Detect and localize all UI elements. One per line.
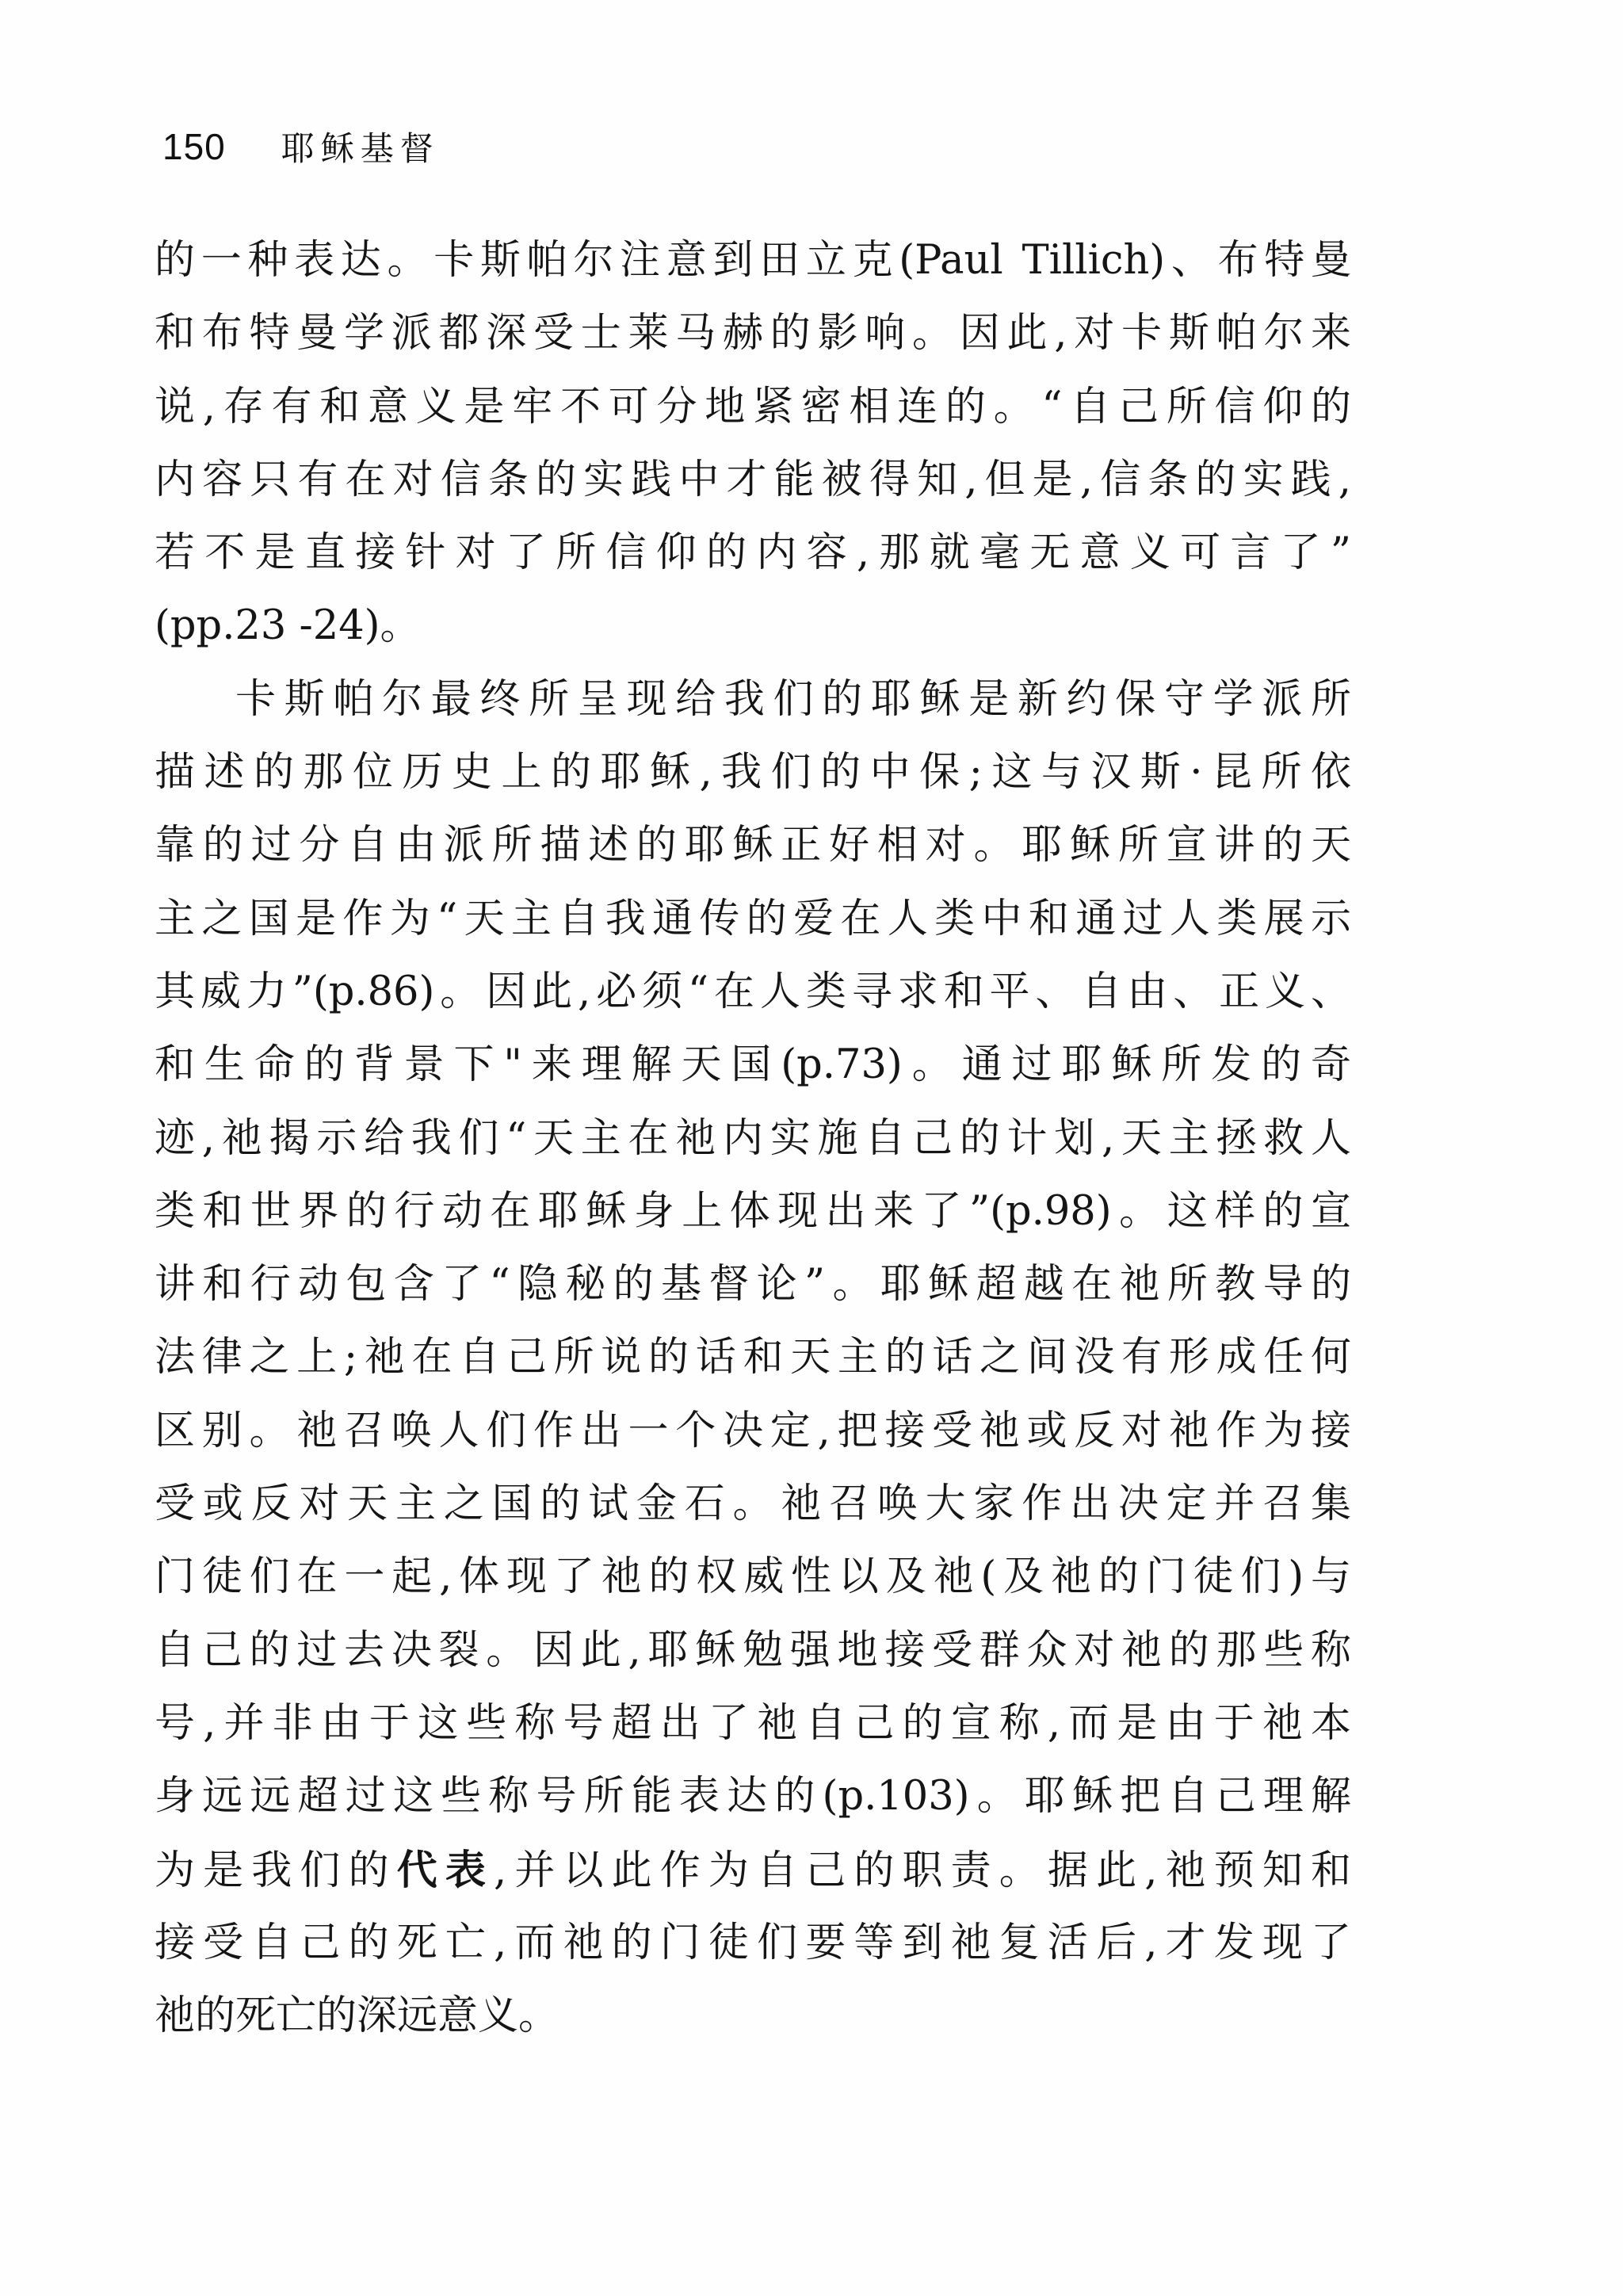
text-line: 号,并非由于这些称号超出了祂自己的宣称,而是由于祂本 — [155, 1699, 1351, 1747]
text-line: 自己的过去决裂。因此,耶稣勉强地接受群众对祂的那些称 — [155, 1626, 1351, 1674]
text-line: 接受自己的死亡,而祂的门徒们要等到祂复活后,才发现了 — [155, 1919, 1351, 1966]
text-line-with-bold — [155, 1834, 1351, 1907]
book-title: 耶稣基督 — [281, 129, 440, 168]
text-line: 和生命的背景下"来理解天国(p.73)。通过耶稣所发的奇 — [155, 1041, 1351, 1089]
text-line: 说,存有和意义是牢不可分地紧密相连的。“自己所信仰的 — [155, 383, 1351, 430]
text-line: 祂的死亡的深远意义。 — [155, 1992, 559, 2040]
text-run: 为是我们的 — [155, 1847, 397, 1894]
text-line: 类和世界的行动在耶稣身上体现出来了”(p.98)。这样的宣 — [155, 1187, 1351, 1235]
paragraph-2 — [155, 663, 1351, 2053]
text-line: 主之国是作为“天主自我通传的爱在人类中和通过人类展示 — [155, 895, 1351, 942]
page-number: 150 — [162, 126, 226, 167]
text-line: 门徒们在一起,体现了祂的权威性以及祂(及祂的门徒们)与 — [155, 1553, 1351, 1601]
text-run: ,并以此作为自己的职责。据此,祂预知和 — [494, 1847, 1351, 1894]
text-line: 迹,祂揭示给我们“天主在祂内实施自己的计划,天主拯救人 — [155, 1114, 1351, 1162]
running-header — [162, 119, 440, 174]
text-line: 身远远超过这些称号所能表达的(p.103)。耶稣把自己理解 — [155, 1773, 1351, 1820]
text-line: 受或反对天主之国的试金石。祂召唤大家作出决定并召集 — [155, 1480, 1351, 1528]
text-line: 讲和行动包含了“隐秘的基督论”。耶稣超越在祂所教导的 — [155, 1261, 1351, 1308]
text-line: 其威力”(p.86)。因此,必须“在人类寻求和平、自由、正义、 — [155, 968, 1351, 1015]
text-line: 的一种表达。卡斯帕尔注意到田立克(Paul Tillich)、布特曼 — [155, 237, 1351, 284]
text-line: 区别。祂召唤人们作出一个决定,把接受祂或反对祂作为接 — [155, 1407, 1351, 1454]
bold-term: 代表 — [396, 1846, 495, 1894]
body-text — [155, 224, 1351, 2053]
paragraph-1 — [155, 224, 1351, 663]
text-line: (pp.23 -24)。 — [155, 602, 421, 650]
text-line: 卡斯帕尔最终所呈现给我们的耶稣是新约保守学派所 — [235, 675, 1351, 723]
text-line: 法律之上;祂在自己所说的话和天主的话之间没有形成任何 — [155, 1334, 1351, 1381]
text-line: 内容只有在对信条的实践中才能被得知,但是,信条的实践, — [155, 456, 1351, 503]
text-line: 描述的那位历史上的耶稣,我们的中保;这与汉斯·昆所依 — [155, 749, 1351, 797]
text-line: 和布特曼学派都深受士莱马赫的影响。因此,对卡斯帕尔来 — [155, 310, 1351, 357]
text-line: 若不是直接针对了所信仰的内容,那就毫无意义可言了” — [155, 529, 1351, 577]
text-line: 靠的过分自由派所描述的耶稣正好相对。耶稣所宣讲的天 — [155, 822, 1351, 869]
